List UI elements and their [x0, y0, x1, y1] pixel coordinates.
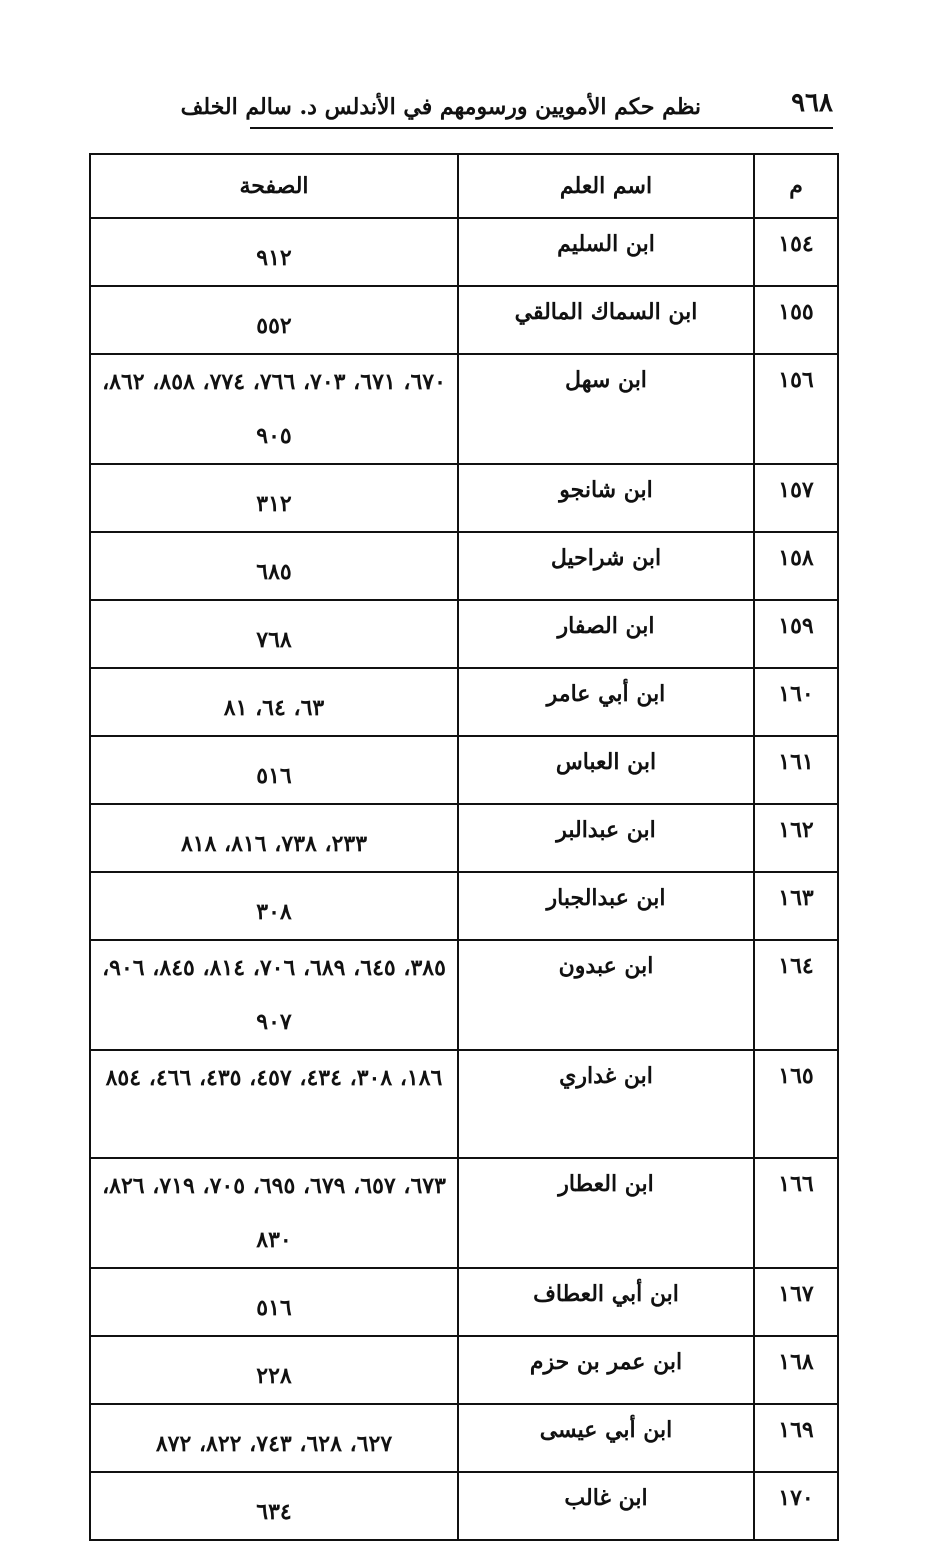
table-row: [90, 532, 838, 600]
row-number: ١٦١: [754, 736, 838, 804]
row-name: ابن غالب: [458, 1472, 754, 1540]
row-name: ابن العطار: [458, 1158, 754, 1268]
row-number: ١٦٧: [754, 1268, 838, 1336]
row-pages: ٢٢٨: [90, 1336, 458, 1404]
table-row: [90, 1158, 838, 1268]
row-number: ١٥٦: [754, 354, 838, 464]
row-number: ١٥٨: [754, 532, 838, 600]
page-number: ٩٦٨: [791, 88, 833, 118]
row-name: ابن عبدالبر: [458, 804, 754, 872]
row-name: ابن السماك المالقي: [458, 286, 754, 354]
row-name: ابن عبدون: [458, 940, 754, 1050]
row-name: ابن أبي عيسى: [458, 1404, 754, 1472]
row-number: ١٦٩: [754, 1404, 838, 1472]
row-name: ابن سهل: [458, 354, 754, 464]
row-number: ١٦٠: [754, 668, 838, 736]
row-pages: ٦٣، ٦٤، ٨١: [90, 668, 458, 736]
table-row: [90, 1268, 838, 1336]
row-pages: ٥٥٢: [90, 286, 458, 354]
row-name: ابن عمر بن حزم: [458, 1336, 754, 1404]
row-pages: ٦٧٣، ٦٥٧، ٦٧٩، ٦٩٥، ٧٠٥، ٧١٩، ٨٢٦، ٨٣٠: [90, 1158, 458, 1268]
column-header-pages: الصفحة: [90, 154, 458, 218]
row-number: ١٦٥: [754, 1050, 838, 1158]
row-number: ١٦٤: [754, 940, 838, 1050]
row-number: ١٥٥: [754, 286, 838, 354]
table-row: [90, 600, 838, 668]
row-name: ابن عبدالجبار: [458, 872, 754, 940]
table-row: [90, 1050, 838, 1158]
column-header-num: م: [754, 154, 838, 218]
table-row: [90, 736, 838, 804]
name-index-table: [89, 153, 839, 1541]
row-number: ١٦٢: [754, 804, 838, 872]
row-name: ابن غداري: [458, 1050, 754, 1158]
table-row: [90, 1336, 838, 1404]
row-name: ابن أبي العطاف: [458, 1268, 754, 1336]
row-pages: ٥١٦: [90, 736, 458, 804]
column-header-name: اسم العلم: [458, 154, 754, 218]
header-rule: [250, 127, 833, 129]
row-number: ١٥٤: [754, 218, 838, 286]
row-pages: ١٨٦، ٣٠٨، ٤٣٤، ٤٥٧، ٤٣٥، ٤٦٦، ٨٥٤: [90, 1050, 458, 1158]
table-row: [90, 804, 838, 872]
row-pages: ٦٢٧، ٦٢٨، ٧٤٣، ٨٢٢، ٨٧٢: [90, 1404, 458, 1472]
row-number: ١٦٣: [754, 872, 838, 940]
table-row: [90, 872, 838, 940]
row-name: ابن السليم: [458, 218, 754, 286]
row-number: ١٥٧: [754, 464, 838, 532]
row-name: ابن أبي عامر: [458, 668, 754, 736]
row-number: ١٦٦: [754, 1158, 838, 1268]
row-pages: ٧٦٨: [90, 600, 458, 668]
table-row: [90, 286, 838, 354]
row-pages: ٣٨٥، ٦٤٥، ٦٨٩، ٧٠٦، ٨١٤، ٨٤٥، ٩٠٦، ٩٠٧: [90, 940, 458, 1050]
row-name: ابن شانجو: [458, 464, 754, 532]
table-row: [90, 354, 838, 464]
row-number: ١٥٩: [754, 600, 838, 668]
row-name: ابن شراحيل: [458, 532, 754, 600]
row-pages: ٣١٢: [90, 464, 458, 532]
row-pages: ٦٨٥: [90, 532, 458, 600]
table-row: [90, 218, 838, 286]
table-row: [90, 1472, 838, 1540]
row-pages: ٣٠٨: [90, 872, 458, 940]
row-pages: ٦٣٤: [90, 1472, 458, 1540]
table-row: [90, 464, 838, 532]
row-pages: ٩١٢: [90, 218, 458, 286]
running-title: نظم حكم الأمويين ورسومهم في الأندلس د. سالم الخلف: [180, 94, 701, 120]
row-name: ابن الصفار: [458, 600, 754, 668]
table-row: [90, 668, 838, 736]
row-pages: ٦٧٠، ٦٧١، ٧٠٣، ٧٦٦، ٧٧٤، ٨٥٨، ٨٦٢، ٩٠٥: [90, 354, 458, 464]
row-name: ابن العباس: [458, 736, 754, 804]
row-pages: ٥١٦: [90, 1268, 458, 1336]
table-row: [90, 940, 838, 1050]
row-number: ١٦٨: [754, 1336, 838, 1404]
row-number: ١٧٠: [754, 1472, 838, 1540]
table-header-row: [90, 154, 838, 218]
row-pages: ٢٣٣، ٧٣٨، ٨١٦، ٨١٨: [90, 804, 458, 872]
table-row: [90, 1404, 838, 1472]
